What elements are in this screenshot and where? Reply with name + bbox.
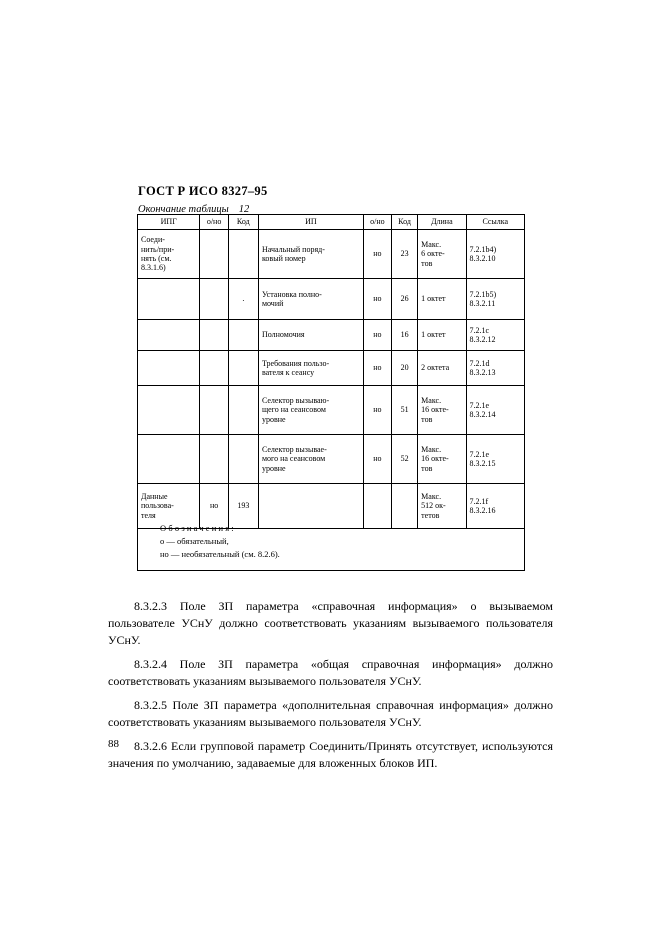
cell-ipg [138,351,200,386]
cell-ip [258,351,363,386]
cell-oo2: но [363,351,391,386]
cell-reference [466,386,524,435]
length-line-2: 6 октe- [421,249,445,259]
paragraph-8-3-2-6: 8.3.2.6 Если групповой параметр Соединить/Принять отсутствует, используются значения по умолчанию, задаваемые для вложенных блоков ИП. [108,739,553,771]
ip-line-2: мочий [261,299,284,308]
table-row [138,279,525,320]
parameters-table [137,214,525,529]
length-line-1: 2 октета [421,363,450,373]
reference-line-1: 7.2.1c [469,325,490,335]
cell-ip [258,320,363,351]
reference-line-1: 7.2.1f [469,496,489,506]
cell-length [418,435,466,484]
cell-kod1 [228,351,258,386]
cell-oo1 [200,279,228,320]
length-line-3: тов [421,414,433,424]
cell-oo2: но [363,386,391,435]
column-header-reference: Ссылка [466,215,524,230]
column-header-kod1: Код [228,215,258,230]
length-line-1: 1 октет [421,294,446,304]
table-notes [137,514,525,571]
cell-reference [466,230,524,279]
cell-kod2: 52 [391,435,417,484]
length-line-2: 16 октe- [421,405,449,415]
length-line-1: Макс. [421,239,442,249]
cell-ipg [138,230,200,279]
cell-kod2: 23 [391,230,417,279]
notes-title: Обозначения: [160,523,236,533]
ip-line-2: ковый номер [261,254,306,263]
cell-oo1 [200,320,228,351]
cell-ip [258,230,363,279]
cell-kod1: . [228,279,258,320]
length-line-1: Макс. [421,491,442,501]
column-header-ip: ИП [258,215,363,230]
cell-ip [258,386,363,435]
length-line-2: 512 ок- [421,501,446,511]
cell-kod1 [228,386,258,435]
reference-line-2: 8.3.2.11 [469,299,496,308]
length-line-3: тов [421,258,433,268]
cell-kod1 [228,435,258,484]
length-line-1: 1 октет [421,330,446,340]
column-header-kod2: Код [391,215,417,230]
cell-oo2: но [363,320,391,351]
reference-line-2: 8.3.2.10 [469,254,496,263]
reference-line-1: 7.2.1b4) [469,244,497,254]
paragraph-8-3-2-4: 8.3.2.4 Поле ЗП параметра «общая справочная информация» должно соответствовать указаниям вызываемого пользователя УСнУ. [108,657,553,689]
cell-reference [466,351,524,386]
ipg-line-2: нить/при- [141,244,175,254]
ipg-line-1: Соеди- [141,235,165,245]
ip-line-1: Полномочия [261,330,305,340]
cell-ipg [138,279,200,320]
ipg-line-3: теля [141,510,156,520]
length-line-1: Макс. [421,395,442,405]
notes-line-1: о — обязательный, [160,536,229,547]
table-row [138,230,525,279]
cell-length [418,279,466,320]
column-header-oo2: о/но [363,215,391,230]
ipg-line-1: Данные [141,491,168,501]
table-header-row [138,215,525,230]
paragraph-8-3-2-3: 8.3.2.3 Поле ЗП параметра «справочная информация» о вызываемом пользователе УСнУ должно соответствовать указаниям вызываемого пользователя УСнУ. [108,599,553,648]
cell-oo1 [200,351,228,386]
reference-line-1: 7.2.1d [469,358,490,368]
cell-length [418,386,466,435]
ip-line-2: щего на сеансовом [261,405,326,415]
cell-length [418,351,466,386]
column-header-ipg: ИПГ [138,215,200,230]
cell-ipg [138,386,200,435]
reference-line-2: 8.3.2.16 [469,506,496,515]
ipg-line-4: 8.3.1.6) [141,263,166,273]
length-line-2: 16 октe- [421,454,449,464]
reference-line-2: 8.3.2.14 [469,410,496,419]
cell-kod2: 16 [391,320,417,351]
cell-reference [466,320,524,351]
length-line-3: тов [421,463,433,473]
cell-kod2: 20 [391,351,417,386]
body-text [108,598,553,779]
cell-kod1 [228,320,258,351]
table-row [138,435,525,484]
reference-line-2: 8.3.2.12 [469,335,496,344]
length-line-1: Макс. [421,444,442,454]
paragraph-8-3-2-5: 8.3.2.5 Поле ЗП параметра «дополнительная справочная информация» должно соответствовать указаниям вызываемого пользователя УСнУ. [108,698,553,730]
cell-kod2: 26 [391,279,417,320]
length-line-3: тетов [421,510,440,520]
cell-oo2: но [363,435,391,484]
ip-line-3: уровне [261,463,286,473]
table-row [138,351,525,386]
ipg-line-3: нять (см. [141,254,172,263]
cell-oo1 [200,435,228,484]
cell-oo1 [200,230,228,279]
notes-line-2: но — необязательный (см. 8.2.6). [160,549,280,560]
column-header-length: Длина [418,215,466,230]
table-caption-label: Окончание таблицы [138,204,229,215]
reference-line-2: 8.3.2.13 [469,368,496,377]
cell-ip [258,279,363,320]
cell-oo2: но [363,279,391,320]
reference-line-1: 7.2.1e [469,400,490,410]
ip-line-2: мого на сеансовом [261,454,326,464]
cell-kod2: 51 [391,386,417,435]
ip-line-1: Селектор вызываю- [261,395,330,405]
table-row [138,320,525,351]
standard-header: ГОСТ Р ИСО 8327–95 [138,184,268,198]
ip-line-2: вателя к сеансу [261,368,315,377]
ip-line-1: Начальный поряд- [261,244,325,254]
ipg-line-2: пользова- [141,501,174,511]
page-number: 88 [108,738,119,750]
table-row [138,386,525,435]
cell-kod1: 193 [228,484,258,529]
ip-line-1: Установка полно- [261,289,322,299]
table-caption-number: 12 [238,204,250,215]
cell-ipg [138,320,200,351]
cell-length [418,320,466,351]
cell-length [418,230,466,279]
reference-line-1: 7.2.1b5) [469,289,497,299]
cell-reference [466,279,524,320]
cell-oo1: но [200,484,228,529]
column-header-oo1: о/но [200,215,228,230]
cell-reference [466,435,524,484]
cell-ipg [138,435,200,484]
cell-kod1 [228,230,258,279]
cell-oo2: но [363,230,391,279]
cell-oo1 [200,386,228,435]
ip-line-1: Селектор вызывае- [261,444,327,454]
ip-line-3: уровне [261,414,286,424]
cell-ip [258,435,363,484]
reference-line-1: 7.2.1e [469,449,490,459]
ip-line-1: Требования пользо- [261,358,330,368]
reference-line-2: 8.3.2.15 [469,459,496,468]
